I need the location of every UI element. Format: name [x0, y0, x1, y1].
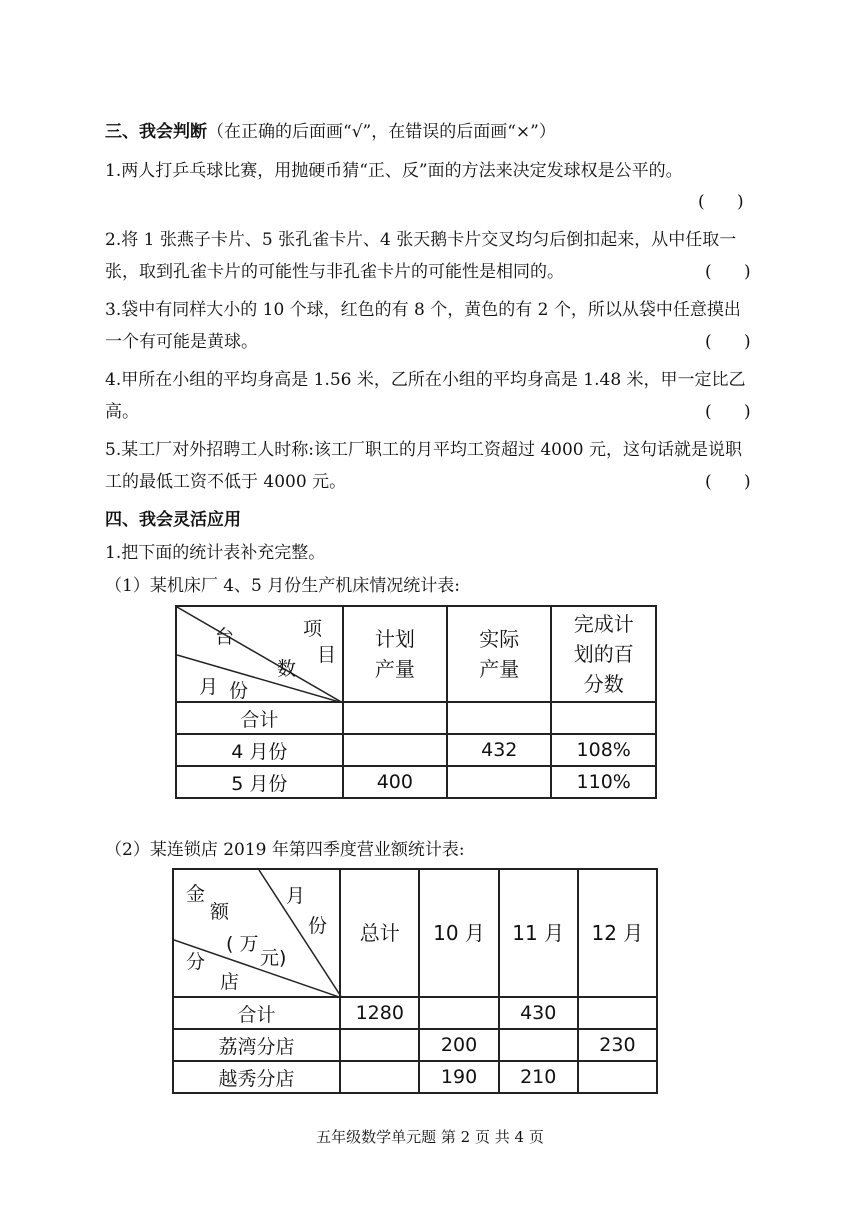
answer-blank-4[interactable]: ( ) — [705, 402, 751, 422]
table1-cell: 4 月份 — [176, 734, 343, 766]
table-row — [173, 1061, 657, 1093]
diag-label-yue: 月 — [199, 676, 219, 698]
table1-cell[interactable] — [447, 702, 551, 734]
table1 — [175, 605, 657, 799]
table2-header-oct: 10 月 — [419, 869, 498, 997]
diag-label-mu: 目 — [317, 644, 337, 666]
diag-label-tai: 台 — [215, 626, 235, 648]
table2-cell: 430 — [499, 997, 578, 1029]
answer-blank-2[interactable]: ( ) — [705, 262, 751, 282]
judge-item-3-line2: 一个有可能是黄球。 — [105, 332, 258, 352]
table-row — [176, 702, 656, 734]
table1-cell: 400 — [343, 766, 447, 798]
table-row — [173, 1029, 657, 1061]
diag-label-fen: 份 — [229, 680, 249, 702]
table2-cell[interactable] — [340, 1061, 419, 1093]
table2-cell[interactable] — [578, 997, 657, 1029]
diag-label-xiang: 项 — [303, 618, 323, 640]
diag-label-fen2: 份 — [308, 915, 328, 937]
diag-label-e: 额 — [210, 901, 230, 923]
table-row — [173, 997, 657, 1029]
table1-cell: 432 — [447, 734, 551, 766]
table-row — [176, 734, 656, 766]
table2-cell: 合计 — [173, 997, 340, 1029]
diag-label-fen-store: 分 — [186, 951, 206, 973]
table1-cell[interactable] — [447, 766, 551, 798]
table1-header-planned: 计划 产量 — [343, 606, 447, 702]
table1-cell: 108% — [551, 734, 656, 766]
table2-cell: 200 — [419, 1029, 498, 1061]
diag-label-jin: 金 — [186, 883, 206, 905]
judge-item-4-line1: 4.甲所在小组的平均身高是 1.56 米，乙所在小组的平均身高是 1.48 米，甲一定比乙 — [105, 370, 746, 390]
table1-cell[interactable] — [343, 734, 447, 766]
table2-cell: 230 — [578, 1029, 657, 1061]
judge-item-2-line1: 2.将 1 张燕子卡片、5 张孔雀卡片、4 张天鹅卡片交叉均匀后倒扣起来，从中任取一 — [105, 230, 737, 250]
table1-cell[interactable] — [551, 702, 656, 734]
table1-caption: （1）某机床厂 4、5 月份生产机床情况统计表: — [105, 576, 460, 596]
diag-label-shu: 数 — [277, 658, 297, 680]
table2-header-nov: 11 月 — [499, 869, 578, 997]
table1-cell[interactable] — [343, 702, 447, 734]
judge-item-3-line1: 3.袋中有同样大小的 10 个球，红色的有 8 个，黄色的有 2 个，所以从袋中任意摸出 — [105, 300, 741, 320]
judge-item-5-line1: 5.某工厂对外招聘工人时称:该工厂职工的月平均工资超过 4000 元，这句话就是说职 — [105, 440, 743, 460]
table2-cell: 190 — [419, 1061, 498, 1093]
judge-item-4-line2: 高。 — [105, 402, 139, 422]
table1-cell: 5 月份 — [176, 766, 343, 798]
table2-cell[interactable] — [340, 1029, 419, 1061]
section4-heading: 四、我会灵活应用 — [105, 510, 241, 530]
table2-cell: 荔湾分店 — [173, 1029, 340, 1061]
table2-cell: 1280 — [340, 997, 419, 1029]
table2-cell[interactable] — [499, 1029, 578, 1061]
table2-caption: （2）某连锁店 2019 年第四季度营业额统计表: — [105, 840, 465, 860]
table2 — [172, 868, 658, 1094]
table2-cell: 越秀分店 — [173, 1061, 340, 1093]
table2-header-total: 总计 — [340, 869, 419, 997]
table2-header-dec: 12 月 — [578, 869, 657, 997]
judge-item-5-line2: 工的最低工资不低于 4000 元。 — [105, 472, 347, 492]
diag-label-yuan: 元) — [260, 947, 287, 969]
table2-cell[interactable] — [578, 1061, 657, 1093]
diag-label-yue2: 月 — [286, 885, 306, 907]
answer-blank-1[interactable]: ( ) — [698, 192, 744, 212]
table2-cell: 210 — [499, 1061, 578, 1093]
judge-item-2-line2: 张，取到孔雀卡片的可能性与非孔雀卡片的可能性是相同的。 — [105, 262, 564, 282]
page-footer: 五年级数学单元题 第 2 页 共 4 页 — [316, 1128, 544, 1146]
answer-blank-3[interactable]: ( ) — [705, 332, 751, 352]
table2-cell[interactable] — [419, 997, 498, 1029]
table1-header-percent: 完成计 划的百 分数 — [551, 606, 656, 702]
table1-header-actual: 实际 产量 — [447, 606, 551, 702]
question-1: 1.把下面的统计表补充完整。 — [105, 543, 326, 563]
diag-label-dian: 店 — [220, 971, 240, 993]
answer-blank-5[interactable]: ( ) — [705, 472, 751, 492]
table2-diagonal-header — [173, 869, 340, 997]
table1-cell: 合计 — [176, 702, 343, 734]
judge-item-1: 1.两人打乒乓球比赛，用抛硬币猜“正、反”面的方法来决定发球权是公平的。 — [105, 161, 683, 181]
table1-diagonal-header — [176, 606, 343, 702]
table1-cell: 110% — [551, 766, 656, 798]
diag-label-wan: ( 万 — [226, 933, 259, 955]
table-row — [176, 766, 656, 798]
section3-heading: 三、我会判断（在正确的后面画“√”，在错误的后面画“×”） — [105, 122, 556, 142]
